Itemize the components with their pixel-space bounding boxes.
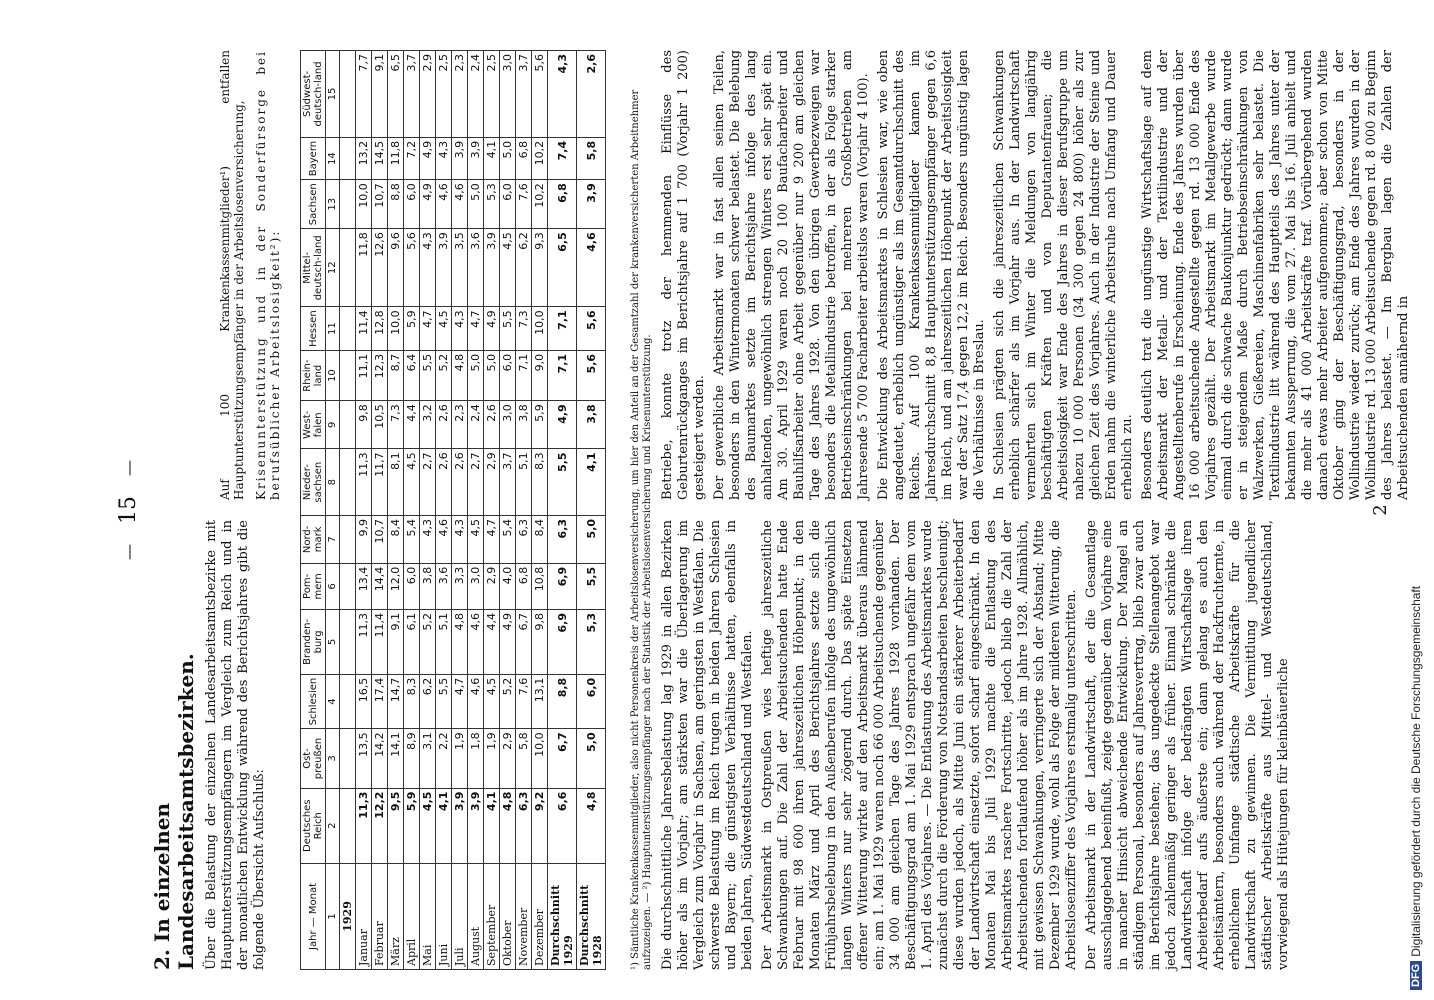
table-header-row: [301, 51, 326, 970]
body-paragraph: Besonders deutlich trat die ungünstige Wirtschaftslage auf dem Arbeitsmarkt der Metall- und der Textilindustrie und der Angestelltenberufe in Erscheinung. Ende des Jahres wurden über 16 000 arbeitsuchende Angestellte gegen rd. 13 000 Ende des Vorjahres gezählt. Der Arbeitsmarkt im Metallgewerbe wurde einmal durch die schwache Baukonjunktur gedrückt; dann wurde er in steigendem Maße durch Betriebseinschränkungen von Walzwerken, Gießereien, Maschinenfabriken sehr belastet. Die Textilindustrie litt während des Hauptteils des Jahres unter der bekannten Aussperrung, die vom 27. Mai bis 16. Juli anhielt und die mehr als 41 000 Arbeitskräfte traf. Vorübergehend wurden danach etwas mehr Arbeiter aufgenommen; aber schon von Mitte Oktober ging der Beschäftigungsgrad, besonders in der Wollindustrie wieder zurück; am Ende des Jahres wurden in der Wollindustrie rd. 13 000 Arbeitsuchende gegen rd. 8 000 zu Beginn des Jahres belastet. — Im Bergbau lagen die Zahlen der Arbeitsuchenden annähernd in: [1140, 50, 1411, 500]
table-cell: 11,1: [356, 350, 372, 400]
table-cell: 2,7: [468, 449, 484, 516]
table-cell: 2,4: [468, 51, 484, 138]
table-cell: 11,4: [356, 307, 372, 351]
table-cell: 5,6: [532, 51, 548, 138]
table-cell: 13,2: [356, 137, 372, 179]
table-cell: 5,5: [420, 350, 436, 400]
table-row: [404, 51, 420, 970]
body-left-column: [660, 520, 1296, 970]
table-cell: 9,5: [388, 788, 404, 863]
table-cell: 4,3: [420, 515, 436, 563]
table-cell: 6,0: [500, 350, 516, 400]
table-cell: 6,4: [404, 350, 420, 400]
row-label: Durchschnitt 1929: [548, 863, 577, 969]
table-cell: 3,9: [468, 788, 484, 863]
table-cell: 6,8: [516, 563, 532, 609]
body-paragraph: Betriebe, konnte trotz der hemmenden Einflüsse des Geburtenrückganges im Berichtsjahre auf 1 700 (Vorjahr 1 200) gesteigert werden.: [660, 50, 707, 500]
table-number-row: [326, 51, 340, 970]
table-cell: 4,6: [436, 180, 452, 229]
column-header: Hessen: [301, 307, 326, 351]
table-cell: 5,8: [577, 137, 606, 179]
table-cell: 6,9: [548, 563, 577, 609]
table-cell: 11,8: [388, 137, 404, 179]
table-cell: 4,5: [420, 788, 436, 863]
table-cell: 2,2: [436, 729, 452, 788]
intro-column: [140, 520, 272, 970]
table-cell: 6,8: [548, 180, 577, 229]
column-number: 11: [326, 307, 340, 351]
table-cell: 3,7: [500, 449, 516, 516]
column-header: Bayern: [301, 137, 326, 179]
column-number: 14: [326, 137, 340, 179]
table-row: [516, 51, 532, 970]
table-cell: 14,7: [388, 674, 404, 729]
table-cell: 8,3: [532, 449, 548, 516]
table-cell: 4,9: [420, 137, 436, 179]
header-dash-right: —: [118, 460, 138, 476]
table-cell: 4,3: [420, 229, 436, 307]
row-label: Februar: [372, 863, 388, 969]
table-cell: 4,5: [404, 449, 420, 516]
table-cell: 3,7: [516, 51, 532, 138]
table-cell: 4,4: [484, 609, 500, 674]
table-cell: 11,3: [356, 449, 372, 516]
table-cell: 13,4: [356, 563, 372, 609]
table-cell: 10,0: [532, 729, 548, 788]
table-cell: 2,7: [420, 449, 436, 516]
table-cell: 4,3: [452, 307, 468, 351]
table-cell: 7,4: [548, 137, 577, 179]
column-header: West-falen: [301, 401, 326, 449]
column-number: 10: [326, 350, 340, 400]
table-cell: 4,8: [452, 350, 468, 400]
table-cell: 11,7: [372, 449, 388, 516]
table-cell: 4,3: [548, 51, 577, 138]
table-cell: 12,6: [372, 229, 388, 307]
column-number: 6: [326, 563, 340, 609]
table-cell: 3,8: [577, 401, 606, 449]
table-cell: 5,0: [484, 350, 500, 400]
table-cell: 3,5: [452, 229, 468, 307]
table-cell: 5,8: [516, 729, 532, 788]
table-cell: 2,5: [484, 51, 500, 138]
table-footnote: ¹) Sämtliche Krankenkassenmitglieder, also nicht Personenkreis der Arbeitslosenversicherung, um hier den Anteil an der Gesamtzahl der krankenversicherten Arbeitnehmer aufzuzeigen. — ²) Hauptunterstützungsempfänger nach der Statistik der Arbeitslosenversicherung und Krisenunterstützung.: [630, 89, 653, 970]
table-cell: 3,0: [500, 401, 516, 449]
table-cell: 1,8: [468, 729, 484, 788]
table-cell: 9,8: [532, 609, 548, 674]
column-number: 7: [326, 515, 340, 563]
table-cell: 2,6: [436, 401, 452, 449]
table-cell: 9,2: [532, 788, 548, 863]
table-cell: 5,1: [436, 609, 452, 674]
table-cell: 5,5: [577, 563, 606, 609]
table-cell: 2,9: [500, 729, 516, 788]
table-cell: 4,1: [484, 788, 500, 863]
table-cell: 5,0: [468, 350, 484, 400]
table-cell: 4,8: [452, 609, 468, 674]
table-cell: 5,4: [500, 515, 516, 563]
table-cell: 6,6: [548, 788, 577, 863]
column-number: 13: [326, 180, 340, 229]
table-cell: 11,3: [356, 788, 372, 863]
row-label: März: [388, 863, 404, 969]
table-row: [372, 51, 388, 970]
body-paragraph: Die Entwicklung des Arbeitsmarktes in Schlesien war, wie oben angedeutet, erheblich ungünstiger als im Gesamtdurchschnitt des Reichs. Auf 100 Krankenkassenmitglieder kamen im Jahresdurchschnitt 8,8 Hauptunterstützungsempfänger gegen 6,6 im Reich, und am jahreszeitlichen Höhepunkt der Arbeitslosigkeit war der Satz 17,4 gegen 12,2 im Reich. Besonders ungünstig lagen die Verhältnisse in Breslau.: [876, 50, 987, 500]
body-paragraph: Der Arbeitsmarkt in Ostpreußen wies heftige jahreszeitliche Schwankungen auf. Die Zahl der Arbeitsuchenden hatte Ende Februar mit 98 600 ihren jahreszeitlichen Höhepunkt; in den Monaten März und April des Berichtsjahres setzte sich die Frühjahrsbelebung in den Außenberufen infolge des ungewöhnlich langen Winters nur sehr zögernd durch. Das späte Einsetzen offener Witterung wirkte auf den Arbeitsmarkt überaus lähmend ein; am 1. Mai 1929 waren noch 66 000 Arbeitsuchende gegenüber 34 000 am gleichen Tage des Jahres 1928 vorhanden. Der Beschäftigungsgrad am 1. Mai 1929 entsprach ungefähr dem vom 1. April des Vorjahres. — Die Entlastung des Arbeitsmarktes wurde zunächst durch die Förderung von Notstandsarbeiten beschleunigt; diese wurden jedoch, als Mitte Juni ein stärkerer Arbeiterbedarf der Landwirtschaft einsetzte, sofort scharf eingeschränkt. In den Monaten Mai bis Juli 1929 machte die Entlastung des Arbeitsmarktes raschere Fortschritte, jedoch blieb die Zahl der Arbeitsuchenden fortlaufend höher als im Jahre 1928. Allmählich, mit gewissen Schwankungen, verringerte sich der Abstand; Mitte Dezember 1929 wurde, wohl als Folge der milderen Witterung, die Arbeitslosenziffer des Vorjahres erstmalig unterschritten.: [760, 520, 1079, 970]
table-cell: 4,6: [468, 674, 484, 729]
table-cell: 2,6: [577, 51, 606, 138]
header-dash-left: —: [118, 544, 138, 560]
column-number: 8: [326, 449, 340, 516]
table-cell: 11,3: [356, 609, 372, 674]
table-cell: 6,3: [548, 515, 577, 563]
table-cell: 10,5: [372, 401, 388, 449]
table-cell: 6,9: [548, 609, 577, 674]
table-cell: 3,6: [468, 229, 484, 307]
table-cell: 2,3: [452, 51, 468, 138]
column-header: Schlesien: [301, 674, 326, 729]
table-cell: 3,9: [468, 137, 484, 179]
column-header: Sachsen: [301, 180, 326, 229]
table-cell: 6,0: [500, 180, 516, 229]
table-cell: 12,3: [372, 350, 388, 400]
body-paragraph: Die durchschnittliche Jahresbelastung lag 1929 in allen Bezirken höher als im Vorjahr; am stärksten war die Überlagerung im Vergleich zum Vorjahr in Sachsen, am geringsten in Westfalen. Die schwerste Belastung im Reich trugen in beiden Jahren Schlesien und Bayern; die günstigsten Verhältnisse hatten, ebenfalls in beiden Jahren, Südwestdeutschland und Westfalen.: [660, 520, 755, 970]
table-cell: 6,0: [404, 180, 420, 229]
table-cell: 10,8: [532, 563, 548, 609]
table-cell: 9,0: [532, 350, 548, 400]
table-row: [548, 51, 577, 970]
table-cell: 2,6: [452, 449, 468, 516]
column-header: Pom-mern: [301, 563, 326, 609]
rotated-page: [100, 50, 1411, 970]
column-number: 9: [326, 401, 340, 449]
table-cell: 4,3: [436, 137, 452, 179]
table-cell: 8,4: [388, 515, 404, 563]
credit-text: Digitalisierung gefördert durch die Deutsche Forschungsgemeinschaft: [1409, 585, 1423, 957]
table-cell: 5,5: [548, 449, 577, 516]
table-cell: 5,2: [436, 350, 452, 400]
year-row: [340, 51, 356, 970]
body-right-column: [660, 50, 1416, 500]
table-cell: 10,7: [372, 180, 388, 229]
table-cell: 9,1: [388, 609, 404, 674]
table-cell: 4,7: [452, 674, 468, 729]
row-label: Mai: [420, 863, 436, 969]
row-label: Dezember: [532, 863, 548, 969]
column-number: 12: [326, 229, 340, 307]
intro-paragraph: Über die Belastung der einzelnen Landesarbeitsamtsbezirke mit Hauptunterstützungsempfängern im Vergleich zum Reich und in der monatlichen Entwicklung während des Berichtsjahres gibt die folgende Übersicht Aufschluß:: [204, 520, 267, 970]
row-label: Oktober: [500, 863, 516, 969]
table-row: [420, 51, 436, 970]
table-cell: 13,1: [532, 674, 548, 729]
column-number: 5: [326, 609, 340, 674]
table-cell: 3,9: [452, 137, 468, 179]
table-cell: 12,2: [372, 788, 388, 863]
caption-column: [210, 50, 286, 500]
column-header: Nord-mark: [301, 515, 326, 563]
table-cell: 10,0: [532, 307, 548, 351]
table-cell: 10,2: [532, 137, 548, 179]
table-cell: 7,1: [548, 350, 577, 400]
table-cell: 6,8: [516, 137, 532, 179]
column-header: Rhein-land: [301, 350, 326, 400]
table-cell: 3,2: [420, 401, 436, 449]
table-row: [500, 51, 516, 970]
table-cell: 5,6: [577, 350, 606, 400]
table-cell: 4,3: [452, 515, 468, 563]
table-cell: 9,6: [388, 229, 404, 307]
table-cell: 3,9: [577, 180, 606, 229]
table-cell: 5,5: [500, 307, 516, 351]
table-cell: 12,0: [388, 563, 404, 609]
row-label: November: [516, 863, 532, 969]
table-cell: 9,1: [372, 51, 388, 138]
column-header: Jahr — Monat: [301, 863, 326, 969]
table-cell: 4,9: [484, 307, 500, 351]
table-cell: 8,8: [548, 674, 577, 729]
table-cell: 7,7: [356, 51, 372, 138]
body-paragraph: In Schlesien prägten sich die jahreszeitlichen Schwankungen erheblich schärfer als im Vorjahr aus. In der Landwirtschaft vermehrten sich im Winter die Meldungen von langjährig beschäftigten Kräften und von Deputantenfrauen; die Arbeitslosigkeit war Ende des Jahres in dieser Berufsgruppe um nahezu 10 000 Personen (34 300 gegen 24 800) höher als zur gleichen Zeit des Vorjahres. Auch in der Industrie der Steine und Erden nahm die winterliche Arbeitsruhe nach Umfang und Dauer erheblich zu.: [992, 50, 1135, 500]
table-cell: 5,5: [436, 674, 452, 729]
table-cell: 3,6: [436, 563, 452, 609]
table-cell: 4,6: [468, 609, 484, 674]
table-cell: 4,7: [468, 307, 484, 351]
column-header: Südwest-deutsch-land: [301, 51, 326, 138]
body-paragraph: Der gewerbliche Arbeitsmarkt war in fast allen seinen Teilen, besonders in den Wintermonaten schwer belastet. Die Belebung des Baumarktes setzte im Berichtsjahre infolge des lang anhaltenden, ungewöhnlich strengen Winters erst sehr spät ein. Am 30. April 1929 waren noch 20 100 Baufacharbeiter und Bauhilfsarbeiter ohne Arbeit gegenüber nur 9 200 am gleichen Tage des Jahres 1928. Von den übrigen Gewerbezweigen war besonders die Metallindustrie betroffen, in der als Folge starker Betriebseinschränkungen bei mehreren Großbetrieben am Jahresende 5 700 Facharbeiter arbeitslos waren (Vorjahr 4 100).: [712, 50, 871, 500]
table-cell: 3,9: [436, 229, 452, 307]
table-cell: 2,9: [484, 449, 500, 516]
table-cell: 2,9: [484, 563, 500, 609]
table-cell: 14,2: [372, 729, 388, 788]
table-cell: 6,2: [420, 674, 436, 729]
table-row: [532, 51, 548, 970]
table-cell: 4,1: [484, 137, 500, 179]
table-caption-2: Krisenunterstützung und in der Sonderfürsorge bei berufsüblicher Arbeitslosigkeit²):: [254, 50, 282, 500]
table-cell: 14,5: [372, 137, 388, 179]
row-label: September: [484, 863, 500, 969]
table-cell: 10,0: [356, 180, 372, 229]
table-cell: 5,6: [577, 307, 606, 351]
table-cell: 8,1: [388, 449, 404, 516]
column-number: 1: [326, 863, 340, 969]
table-cell: 4,9: [420, 180, 436, 229]
table-cell: 4,6: [452, 180, 468, 229]
table-cell: 16,5: [356, 674, 372, 729]
table-cell: 5,9: [532, 401, 548, 449]
unemployment-table: [300, 50, 606, 970]
table-cell: 9,9: [356, 515, 372, 563]
table-row: [388, 51, 404, 970]
table-cell: 7,3: [516, 307, 532, 351]
column-header: Mittel-deutsch-land: [301, 229, 326, 307]
table-cell: 3,8: [420, 563, 436, 609]
table-cell: 3,9: [452, 788, 468, 863]
table-cell: 4,5: [468, 515, 484, 563]
table-cell: 4,5: [484, 674, 500, 729]
table-row: [468, 51, 484, 970]
table-cell: 5,0: [468, 180, 484, 229]
row-label: August: [468, 863, 484, 969]
table-cell: 2,6: [436, 449, 452, 516]
column-number: 3: [326, 729, 340, 788]
page-bottom-number: 2: [1370, 504, 1391, 516]
column-number: 2: [326, 788, 340, 863]
table-cell: 5,3: [577, 609, 606, 674]
column-header: Ost-preußen: [301, 729, 326, 788]
table-cell: 9,3: [532, 229, 548, 307]
table-cell: 10,2: [532, 180, 548, 229]
table-cell: 4,4: [404, 401, 420, 449]
table-cell: 6,0: [577, 674, 606, 729]
table-cell: 5,4: [404, 515, 420, 563]
table-cell: 6,5: [548, 229, 577, 307]
column-header: Deutsches Reich: [301, 788, 326, 863]
table-row: [577, 51, 606, 970]
table-cell: 2,5: [436, 51, 452, 138]
table-cell: 4,1: [436, 788, 452, 863]
table-cell: 5,9: [404, 788, 420, 863]
table-row: [436, 51, 452, 970]
table-cell: 8,8: [388, 180, 404, 229]
page-number: 15: [115, 496, 141, 524]
table-cell: 1,9: [484, 729, 500, 788]
row-label: Durchschnitt 1928: [577, 863, 606, 969]
table-cell: 4,6: [436, 515, 452, 563]
table-cell: 4,8: [500, 788, 516, 863]
row-label: Januar: [356, 863, 372, 969]
table-cell: 5,9: [404, 307, 420, 351]
table-cell: 2,6: [484, 401, 500, 449]
table-cell: 7,3: [388, 401, 404, 449]
year-label: 1929: [340, 863, 356, 969]
table-cell: 7,1: [516, 350, 532, 400]
table-cell: 4,9: [548, 401, 577, 449]
table-cell: 14,1: [388, 729, 404, 788]
table-cell: 3,9: [484, 229, 500, 307]
column-header: Nieder-sachsen: [301, 449, 326, 516]
table-cell: 5,0: [577, 729, 606, 788]
table-cell: 5,3: [484, 180, 500, 229]
table-cell: 8,9: [404, 729, 420, 788]
dfg-logo: DFG: [1410, 961, 1422, 990]
table-cell: 1,9: [452, 729, 468, 788]
table-cell: 2,4: [468, 401, 484, 449]
body-paragraph: Der Arbeitsmarkt in der Landwirtschaft, der die Gesamtlage ausschlaggebend beeinflußt, zeigte gegenüber dem Vorjahre eine in mancher Hinsicht abweichende Entwicklung. Der Mangel an ständigem Personal, besonders auf Jahresvertrag, blieb zwar auch im Berichtsjahre bestehen; das ungedeckte Stellenangebot war jedoch zahlenmäßig geringer als früher. Einmal schränkte die Landwirtschaft infolge der bedrängten Wirtschaftslage ihren Arbeiterbedarf aufs äußerste ein; dann gelang es auch den Arbeitsämtern, besonders auch während der Hackfruchternte, in erheblichem Umfange städtische Arbeitskräfte für die Landwirtschaft zu gewinnen. Die Vermittlung jugendlicher städtischer Arbeitskräfte aus Mittel- und Westdeutschland, vorwiegend als Hütejungen für kleinbäuerliche: [1084, 520, 1291, 970]
column-header: Branden-burg: [301, 609, 326, 674]
table-body: [340, 51, 606, 970]
table-cell: 14,4: [372, 563, 388, 609]
table-cell: 4,7: [484, 515, 500, 563]
table-cell: 6,5: [388, 51, 404, 138]
table-row: [484, 51, 500, 970]
table-cell: 3,8: [516, 401, 532, 449]
table-cell: 6,7: [548, 729, 577, 788]
table-cell: 8,4: [532, 515, 548, 563]
table-cell: 17,4: [372, 674, 388, 729]
digitization-credit: [1405, 10, 1427, 990]
table-cell: 3,1: [420, 729, 436, 788]
table-cell: 3,7: [404, 51, 420, 138]
table-cell: 6,2: [516, 229, 532, 307]
table-cell: 2,9: [420, 51, 436, 138]
table-cell: 5,1: [516, 449, 532, 516]
table-cell: 2,3: [452, 401, 468, 449]
table-cell: 3,0: [468, 563, 484, 609]
section-title: 2. In einzelnen Landesarbeitsamtsbezirken.: [150, 653, 198, 970]
row-label: April: [404, 863, 420, 969]
table-caption-1: Auf 100 Krankenkassenmitglieder¹) entfallen Hauptunterstützungsempfänger in der Arbeitslosenversicherung,: [218, 50, 246, 500]
table-cell: 4,5: [500, 229, 516, 307]
table-row: [356, 51, 372, 970]
table-cell: 12,8: [372, 307, 388, 351]
table-cell: 6,3: [516, 788, 532, 863]
table-cell: 6,1: [404, 609, 420, 674]
table-cell: 6,7: [516, 609, 532, 674]
column-number: 15: [326, 51, 340, 138]
table-cell: 4,7: [420, 307, 436, 351]
table-cell: 8,7: [388, 350, 404, 400]
table-cell: 4,6: [577, 229, 606, 307]
table-cell: 10,0: [388, 307, 404, 351]
table-cell: 4,0: [500, 563, 516, 609]
table-cell: 7,2: [404, 137, 420, 179]
table-cell: 5,2: [420, 609, 436, 674]
table-cell: 11,8: [356, 229, 372, 307]
row-label: Juli: [452, 863, 468, 969]
table-cell: 3,0: [500, 51, 516, 138]
table-cell: 4,9: [500, 609, 516, 674]
table-cell: 5,0: [500, 137, 516, 179]
table-cell: 5,0: [577, 515, 606, 563]
table-cell: 4,8: [577, 788, 606, 863]
table-cell: 6,3: [516, 515, 532, 563]
column-number: 4: [326, 674, 340, 729]
table-row: [452, 51, 468, 970]
row-label: Juni: [436, 863, 452, 969]
table-cell: 7,6: [516, 180, 532, 229]
table-cell: 9,8: [356, 401, 372, 449]
table-cell: 4,1: [577, 449, 606, 516]
table-cell: 6,0: [404, 563, 420, 609]
table-cell: 10,7: [372, 515, 388, 563]
table-cell: 11,4: [372, 609, 388, 674]
table-cell: 5,6: [404, 229, 420, 307]
table-cell: 5,2: [500, 674, 516, 729]
table-cell: 4,5: [436, 307, 452, 351]
table-cell: 3,3: [452, 563, 468, 609]
table-cell: 7,1: [548, 307, 577, 351]
table-cell: 8,3: [404, 674, 420, 729]
table-cell: 13,5: [356, 729, 372, 788]
table-cell: 7,6: [516, 674, 532, 729]
